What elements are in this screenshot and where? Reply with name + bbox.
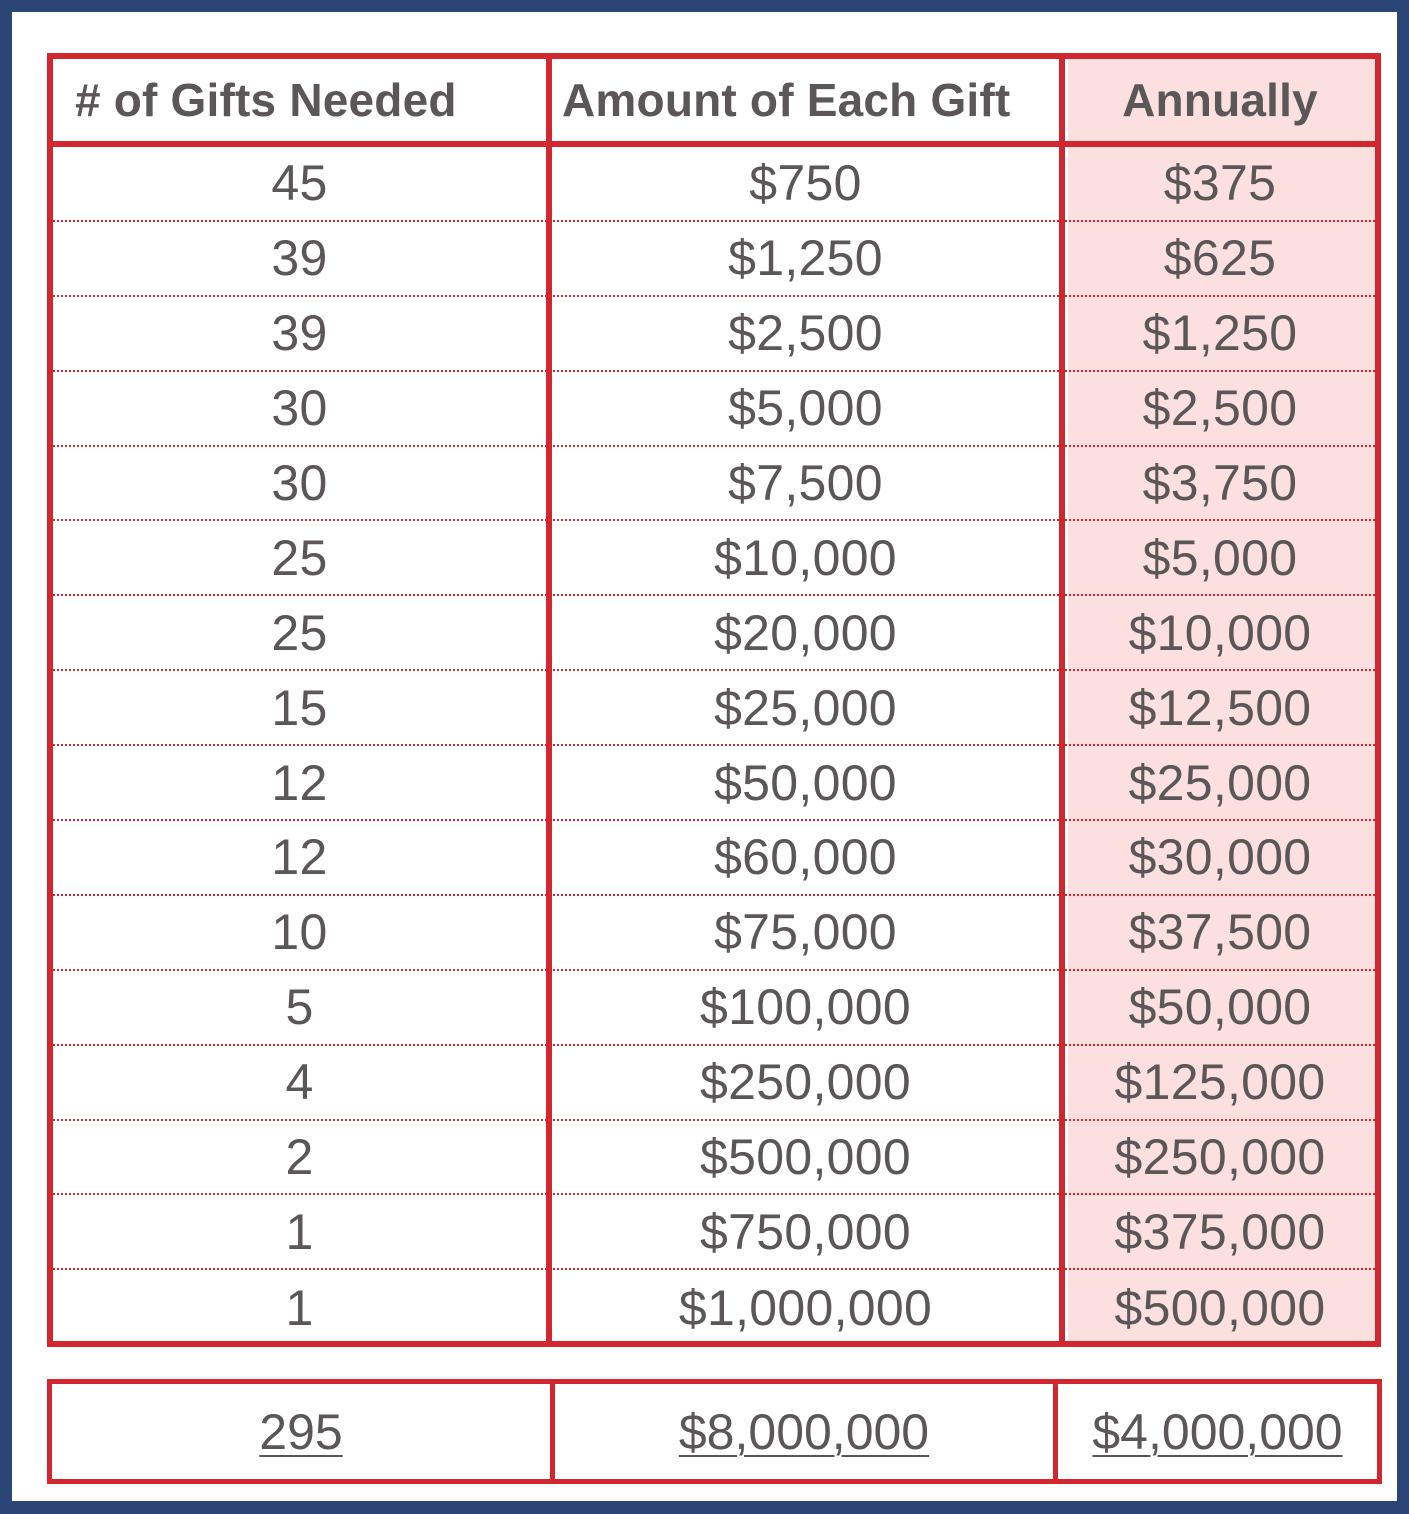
gift-amount-cell: $20,000 bbox=[714, 604, 897, 661]
totals-row bbox=[47, 1379, 1382, 1484]
table-row bbox=[53, 1195, 1375, 1270]
gifts-needed-cell: 25 bbox=[271, 529, 328, 586]
annually-cell: $5,000 bbox=[1142, 529, 1298, 586]
annually-cell: $2,500 bbox=[1142, 380, 1298, 437]
annually-cell: $37,500 bbox=[1128, 904, 1312, 961]
gifts-needed-cell: 30 bbox=[271, 380, 328, 437]
annually-cell: $10,000 bbox=[1128, 604, 1312, 661]
header-gift-amount: Amount of Each Gift bbox=[562, 74, 1011, 126]
total-amount: $8,000,000 bbox=[678, 1403, 930, 1460]
gift-amount-cell: $500,000 bbox=[700, 1129, 911, 1186]
table-row bbox=[53, 521, 1375, 596]
total-annually: $4,000,000 bbox=[1092, 1403, 1343, 1460]
gift-amount-cell: $60,000 bbox=[714, 829, 897, 886]
gifts-needed-cell: 12 bbox=[271, 829, 328, 886]
annually-cell: $25,000 bbox=[1128, 754, 1312, 811]
table-header bbox=[53, 59, 1375, 147]
gift-amount-cell: $50,000 bbox=[714, 754, 897, 811]
gifts-needed-cell: 1 bbox=[285, 1279, 314, 1336]
gift-amount-cell: $250,000 bbox=[700, 1054, 911, 1111]
gifts-needed-cell: 45 bbox=[271, 155, 328, 212]
table-row bbox=[53, 222, 1375, 297]
gifts-needed-cell: 12 bbox=[271, 754, 328, 811]
table-body bbox=[53, 147, 1375, 1341]
gift-table bbox=[47, 53, 1381, 1347]
annually-cell: $50,000 bbox=[1128, 979, 1312, 1036]
table-row bbox=[53, 372, 1375, 447]
table-row bbox=[53, 297, 1375, 372]
annually-cell: $3,750 bbox=[1142, 455, 1298, 511]
gift-amount-cell: $5,000 bbox=[728, 380, 883, 437]
table-row bbox=[53, 1270, 1375, 1345]
header-gifts-needed: # of Gifts Needed bbox=[75, 74, 457, 126]
gifts-needed-cell: 25 bbox=[271, 604, 328, 661]
gifts-needed-cell: 10 bbox=[271, 904, 328, 961]
gift-amount-cell: $1,250 bbox=[728, 230, 883, 287]
page-frame bbox=[12, 12, 1397, 1501]
annually-cell: $12,500 bbox=[1128, 679, 1312, 736]
annually-cell: $500,000 bbox=[1114, 1279, 1326, 1336]
table-row bbox=[53, 671, 1375, 746]
annually-cell: $30,000 bbox=[1128, 829, 1312, 886]
gifts-needed-cell: 39 bbox=[271, 230, 328, 287]
header-annually: Annually bbox=[1122, 74, 1318, 126]
annually-cell: $625 bbox=[1163, 230, 1277, 287]
gifts-needed-cell: 15 bbox=[271, 679, 328, 736]
table-row bbox=[53, 596, 1375, 671]
gifts-needed-cell: 30 bbox=[271, 455, 328, 511]
gift-amount-cell: $100,000 bbox=[700, 979, 911, 1036]
annually-cell: $125,000 bbox=[1114, 1054, 1326, 1111]
gift-amount-cell: $7,500 bbox=[728, 455, 883, 511]
annually-cell: $375 bbox=[1163, 155, 1277, 212]
annually-cell: $250,000 bbox=[1114, 1129, 1326, 1186]
gift-amount-cell: $750 bbox=[749, 155, 862, 212]
total-gifts: 295 bbox=[259, 1403, 343, 1460]
gift-amount-cell: $10,000 bbox=[714, 529, 897, 586]
annually-cell: $375,000 bbox=[1114, 1203, 1326, 1260]
table-row bbox=[53, 971, 1375, 1046]
gift-amount-cell: $2,500 bbox=[728, 305, 883, 362]
table-row bbox=[53, 746, 1375, 821]
gift-amount-cell: $1,000,000 bbox=[678, 1279, 933, 1336]
gifts-needed-cell: 39 bbox=[271, 305, 328, 362]
table-row bbox=[53, 821, 1375, 896]
table-row bbox=[53, 1121, 1375, 1196]
gift-amount-cell: $75,000 bbox=[714, 904, 897, 961]
table-row bbox=[53, 447, 1375, 522]
table-row bbox=[53, 147, 1375, 222]
gifts-needed-cell: 2 bbox=[285, 1129, 314, 1186]
table-row bbox=[53, 1046, 1375, 1121]
annually-cell: $1,250 bbox=[1142, 305, 1298, 362]
gifts-needed-cell: 5 bbox=[285, 979, 314, 1036]
table-row bbox=[53, 896, 1375, 971]
gift-amount-cell: $25,000 bbox=[714, 679, 897, 736]
gifts-needed-cell: 1 bbox=[285, 1203, 314, 1260]
gifts-needed-cell: 4 bbox=[285, 1054, 314, 1111]
gift-amount-cell: $750,000 bbox=[700, 1203, 911, 1260]
